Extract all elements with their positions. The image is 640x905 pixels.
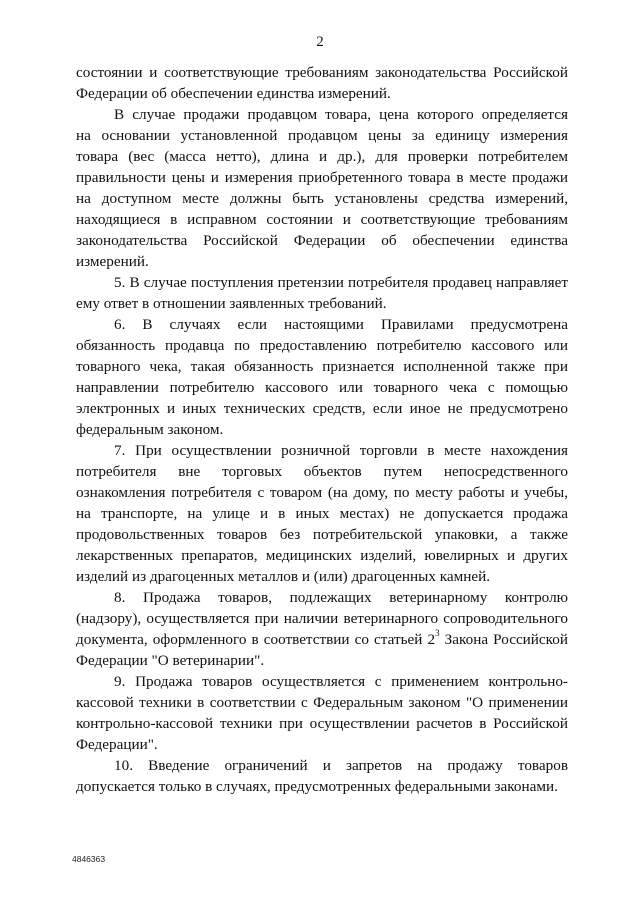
text-line: Федерации "О ветеринарии". [76, 652, 265, 669]
text-line: на основании установленной продавцом цены за единицу измерения [76, 127, 568, 144]
text-line: изделий из драгоценных металлов и (или) драгоценных камней. [76, 568, 491, 585]
text-line: Федерации". [76, 736, 158, 753]
text-line: кассовой техники в соответствии с Федеральным законом "О применении [76, 694, 568, 711]
text-line: ознакомления потребителя с товаром (на дому, по месту работы и учебы, [76, 484, 568, 501]
text-line: документа, оформленного в соответствии со статьей $2^3$ Закона Российской [76, 628, 569, 648]
text-line: Федерации об обеспечении единства измерений. [76, 85, 391, 102]
text-line: контрольно-кассовой техники при осуществлении расчетов в Российской [76, 715, 568, 732]
text-line: (надзору), осуществляется при наличии ветеринарного сопроводительного [76, 610, 568, 627]
text-line: потребителя вне торговых объектов путем непосредственного [76, 463, 568, 480]
text-line: состоянии и соответствующие требованиям законодательства Российской [76, 64, 568, 81]
text-line: товара (вес (масса нетто), длина и др.), для проверки потребителем [76, 148, 568, 165]
document-body [76, 62, 568, 797]
text-line: 7. При осуществлении розничной торговли в месте нахождения [114, 442, 568, 459]
text-line: 8. Продажа товаров, подлежащих ветеринарному контролю [114, 589, 568, 606]
text-line: находящиеся в исправном состоянии и соответствующие требованиям [76, 211, 568, 228]
text-line: на транспорте, на улице и в иных местах) не допускается продажа [76, 505, 568, 522]
text-line: правильности цены и измерения приобретенного товара в месте продажи [76, 169, 568, 186]
text-line: измерений. [76, 253, 149, 270]
document-id: 4846363 [72, 854, 106, 864]
text-line: 6. В случаях если настоящими Правилами предусмотрена [114, 316, 568, 333]
text-line: ему ответ в отношении заявленных требований. [76, 295, 387, 312]
text-line: В случае продажи продавцом товара, цена которого определяется [114, 106, 568, 123]
text-line: обязанность продавца по предоставлению потребителю кассового или [76, 337, 568, 354]
text-line: 9. Продажа товаров осуществляется с применением контрольно- [114, 673, 568, 690]
text-line: продовольственных товаров без потребительской упаковки, а также [76, 526, 568, 543]
text-line: законодательства Российской Федерации об обеспечении единства [76, 232, 568, 249]
page-number: 2 [316, 34, 324, 50]
text-line: допускается только в случаях, предусмотренных федеральными законами. [76, 778, 558, 795]
text-line: 10. Введение ограничений и запретов на продажу товаров [114, 757, 568, 774]
superscript: 3 [435, 628, 440, 638]
text-line: на доступном месте должны быть установлены средства измерений, [76, 190, 568, 207]
text-line: федеральным законом. [76, 421, 224, 438]
text-line: товарного чека, такая обязанность признается исполненной также при [76, 358, 568, 375]
text-line: электронных и иных технических средств, если иное не предусмотрено [76, 400, 568, 417]
text-line: лекарственных препаратов, медицинских изделий, ювелирных и других [76, 547, 568, 564]
text-line: направлении потребителю кассового или товарного чека с помощью [76, 379, 568, 396]
text-line: 5. В случае поступления претензии потребителя продавец направляет [114, 274, 568, 291]
